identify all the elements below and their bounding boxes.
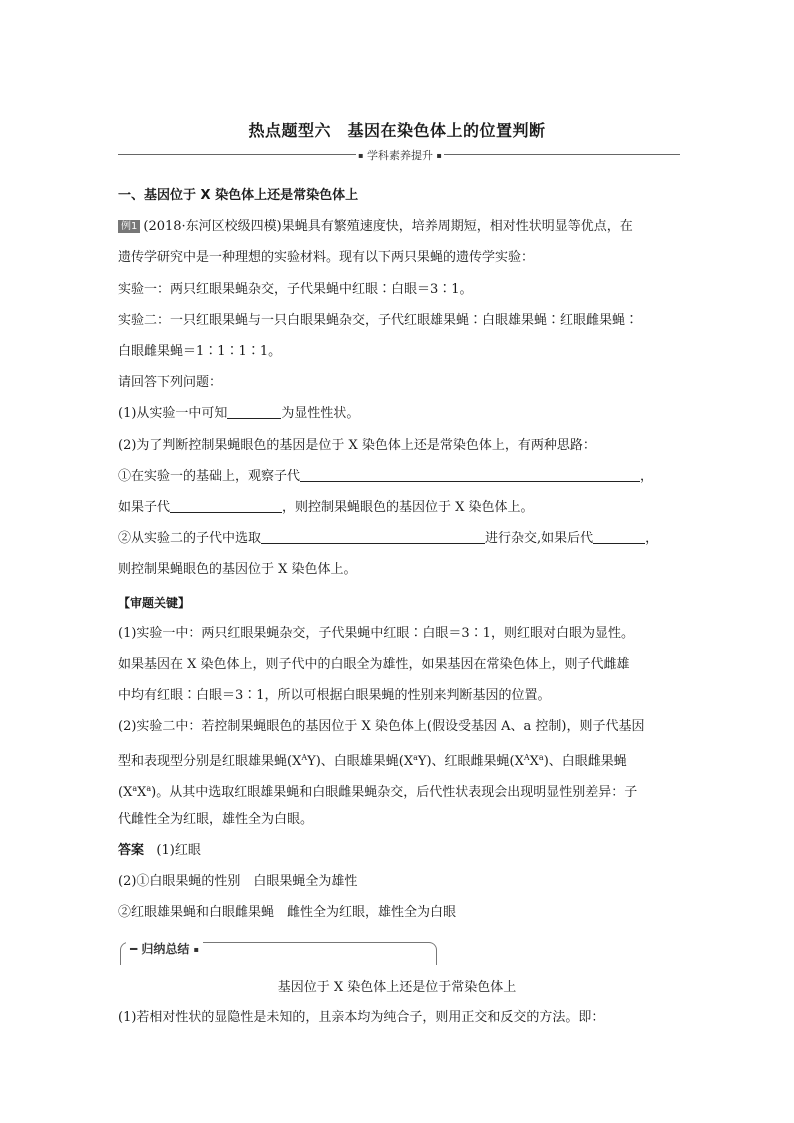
summary-label — [126, 940, 203, 957]
page-title: 热点题型六 基因在染色体上的位置判断 — [248, 121, 546, 140]
experiment-1: 实验一：两只红眼果蝇杂交，子代果蝇中红眼∶白眼＝3∶1。 — [118, 282, 473, 297]
dash-icon: ━ — [130, 942, 138, 956]
key-paragraph-2-line-2 — [118, 749, 678, 771]
key-text: (X — [118, 785, 133, 800]
example-stem-line-2: 遗传学研究中是一种理想的实验材料。现有以下两只果蝇的遗传学实验： — [118, 250, 535, 265]
question-2c — [118, 530, 678, 548]
answer-1: (1)红眼 — [156, 843, 201, 858]
key-text: )。从其中选取红眼雄果蝇和白眼雌果蝇杂交，后代性状表现会出现明显性别差异：子 — [151, 785, 638, 800]
key-text: X — [529, 754, 539, 769]
key-text: 型和表现型分别是红眼雄果蝇(X — [118, 754, 302, 769]
superscript: A — [301, 753, 308, 762]
answer-3: ②红眼雄果蝇和白眼雌果蝇 雌性全为红眼，雄性全为白眼 — [118, 905, 457, 920]
question-2a — [118, 468, 678, 486]
summary-title: 基因位于 X 染色体上还是位于常染色体上 — [277, 980, 517, 995]
section-subtitle — [356, 147, 444, 163]
question-prompt: 请回答下列问题： — [118, 375, 223, 390]
question-2a-text: ①在实验一的基础上，观察子代 — [118, 469, 301, 484]
answer-blank[interactable] — [261, 530, 485, 544]
key-text: Y)、红眼雌果蝇(X — [417, 754, 524, 769]
superscript: a — [413, 753, 418, 762]
experiment-2-line-1: 实验二：一只红眼果蝇与一只白眼果蝇杂交，子代红眼雄果蝇∶白眼雄果蝇∶红眼雌果蝇∶ — [118, 313, 639, 328]
key-paragraph-2-line-1: (2)实验二中：若控制果蝇眼色的基因位于 X 染色体上(假设受基因 A、a 控制)，则子代基因 — [118, 719, 645, 734]
key-paragraph-1-line-2: 如果基因在 X 染色体上，则子代中的白眼全为雄性，如果基因在常染色体上，则子代雌雄 — [118, 657, 630, 672]
divider-right — [444, 154, 680, 155]
answer-blank[interactable] — [227, 405, 281, 419]
superscript: A — [523, 753, 530, 762]
key-paragraph-2-line-3 — [118, 780, 678, 802]
section-subtitle-rule — [118, 148, 680, 162]
experiment-2-line-2: 白眼雌果蝇＝1∶1∶1∶1。 — [118, 344, 282, 359]
bullet-icon: ▪ — [193, 945, 200, 954]
example-source: (2018·东河区校级四模) — [143, 219, 282, 234]
question-2: (2)为了判断控制果蝇眼色的基因是位于 X 染色体上还是常染色体上，有两种思路： — [118, 438, 596, 453]
answer-blank[interactable] — [300, 468, 640, 482]
example-stem-line-1 — [118, 218, 678, 236]
question-2b-suffix: ，则控制果蝇眼色的基因位于 X 染色体上。 — [282, 500, 534, 515]
bullet-icon: ▪ — [436, 151, 442, 160]
question-2a-suffix: ， — [640, 469, 654, 484]
question-2c-mid: 进行杂交,如果后代 — [485, 531, 594, 546]
question-1 — [118, 405, 678, 423]
answer-blank[interactable] — [170, 499, 282, 513]
answer-2: (2)①白眼果蝇的性别 白眼果蝇全为雄性 — [118, 874, 358, 889]
key-text: X — [137, 785, 147, 800]
bullet-icon: ▪ — [358, 151, 364, 160]
key-paragraph-1-line-3: 中均有红眼∶白眼＝3∶1，所以可根据白眼果蝇的性别来判断基因的位置。 — [118, 688, 551, 703]
key-paragraph-2-line-4: 代雌性全为红眼，雄性全为白眼。 — [118, 812, 314, 827]
answer-label: 答案 — [118, 843, 145, 858]
example-badge: 例1 — [118, 220, 140, 233]
superscript: a — [538, 753, 544, 762]
divider-left — [118, 154, 356, 155]
question-2d: 则控制果蝇眼色的基因位于 X 染色体上。 — [118, 562, 357, 577]
section-subtitle-text: 学科素养提升 — [367, 149, 433, 162]
answer-blank[interactable] — [593, 530, 645, 544]
question-2b — [118, 499, 678, 517]
superscript: a — [146, 784, 152, 793]
question-2b-text: 如果子代 — [118, 500, 171, 515]
question-1-suffix: 为显性性状。 — [281, 406, 360, 421]
key-text: )、白眼雌果蝇 — [543, 754, 627, 769]
question-2c-suffix: ， — [645, 531, 659, 546]
section-heading: 一、基因位于 X 染色体上还是常染色体上 — [118, 188, 359, 203]
answer-line-1 — [118, 842, 678, 860]
superscript: a — [132, 784, 138, 793]
question-2c-text: ②从实验二的子代中选取 — [118, 531, 262, 546]
key-text: Y)、白眼雄果蝇(X — [307, 754, 414, 769]
example-stem-text: 果蝇具有繁殖速度快，培养周期短，相对性状明显等优点，在 — [281, 219, 633, 234]
key-heading: 【审题关键】 — [118, 596, 191, 610]
key-paragraph-1-line-1: (1)实验一中：两只红眼果蝇杂交，子代果蝇中红眼∶白眼＝3∶1，则红眼对白眼为显性。 — [118, 626, 634, 641]
summary-label-text: 归纳总结 — [141, 942, 190, 956]
summary-paragraph-1: (1)若相对性状的显隐性是未知的，且亲本均为纯合子，则用正交和反交的方法。即： — [118, 1010, 605, 1025]
question-1-text: (1)从实验一中可知 — [118, 406, 228, 421]
